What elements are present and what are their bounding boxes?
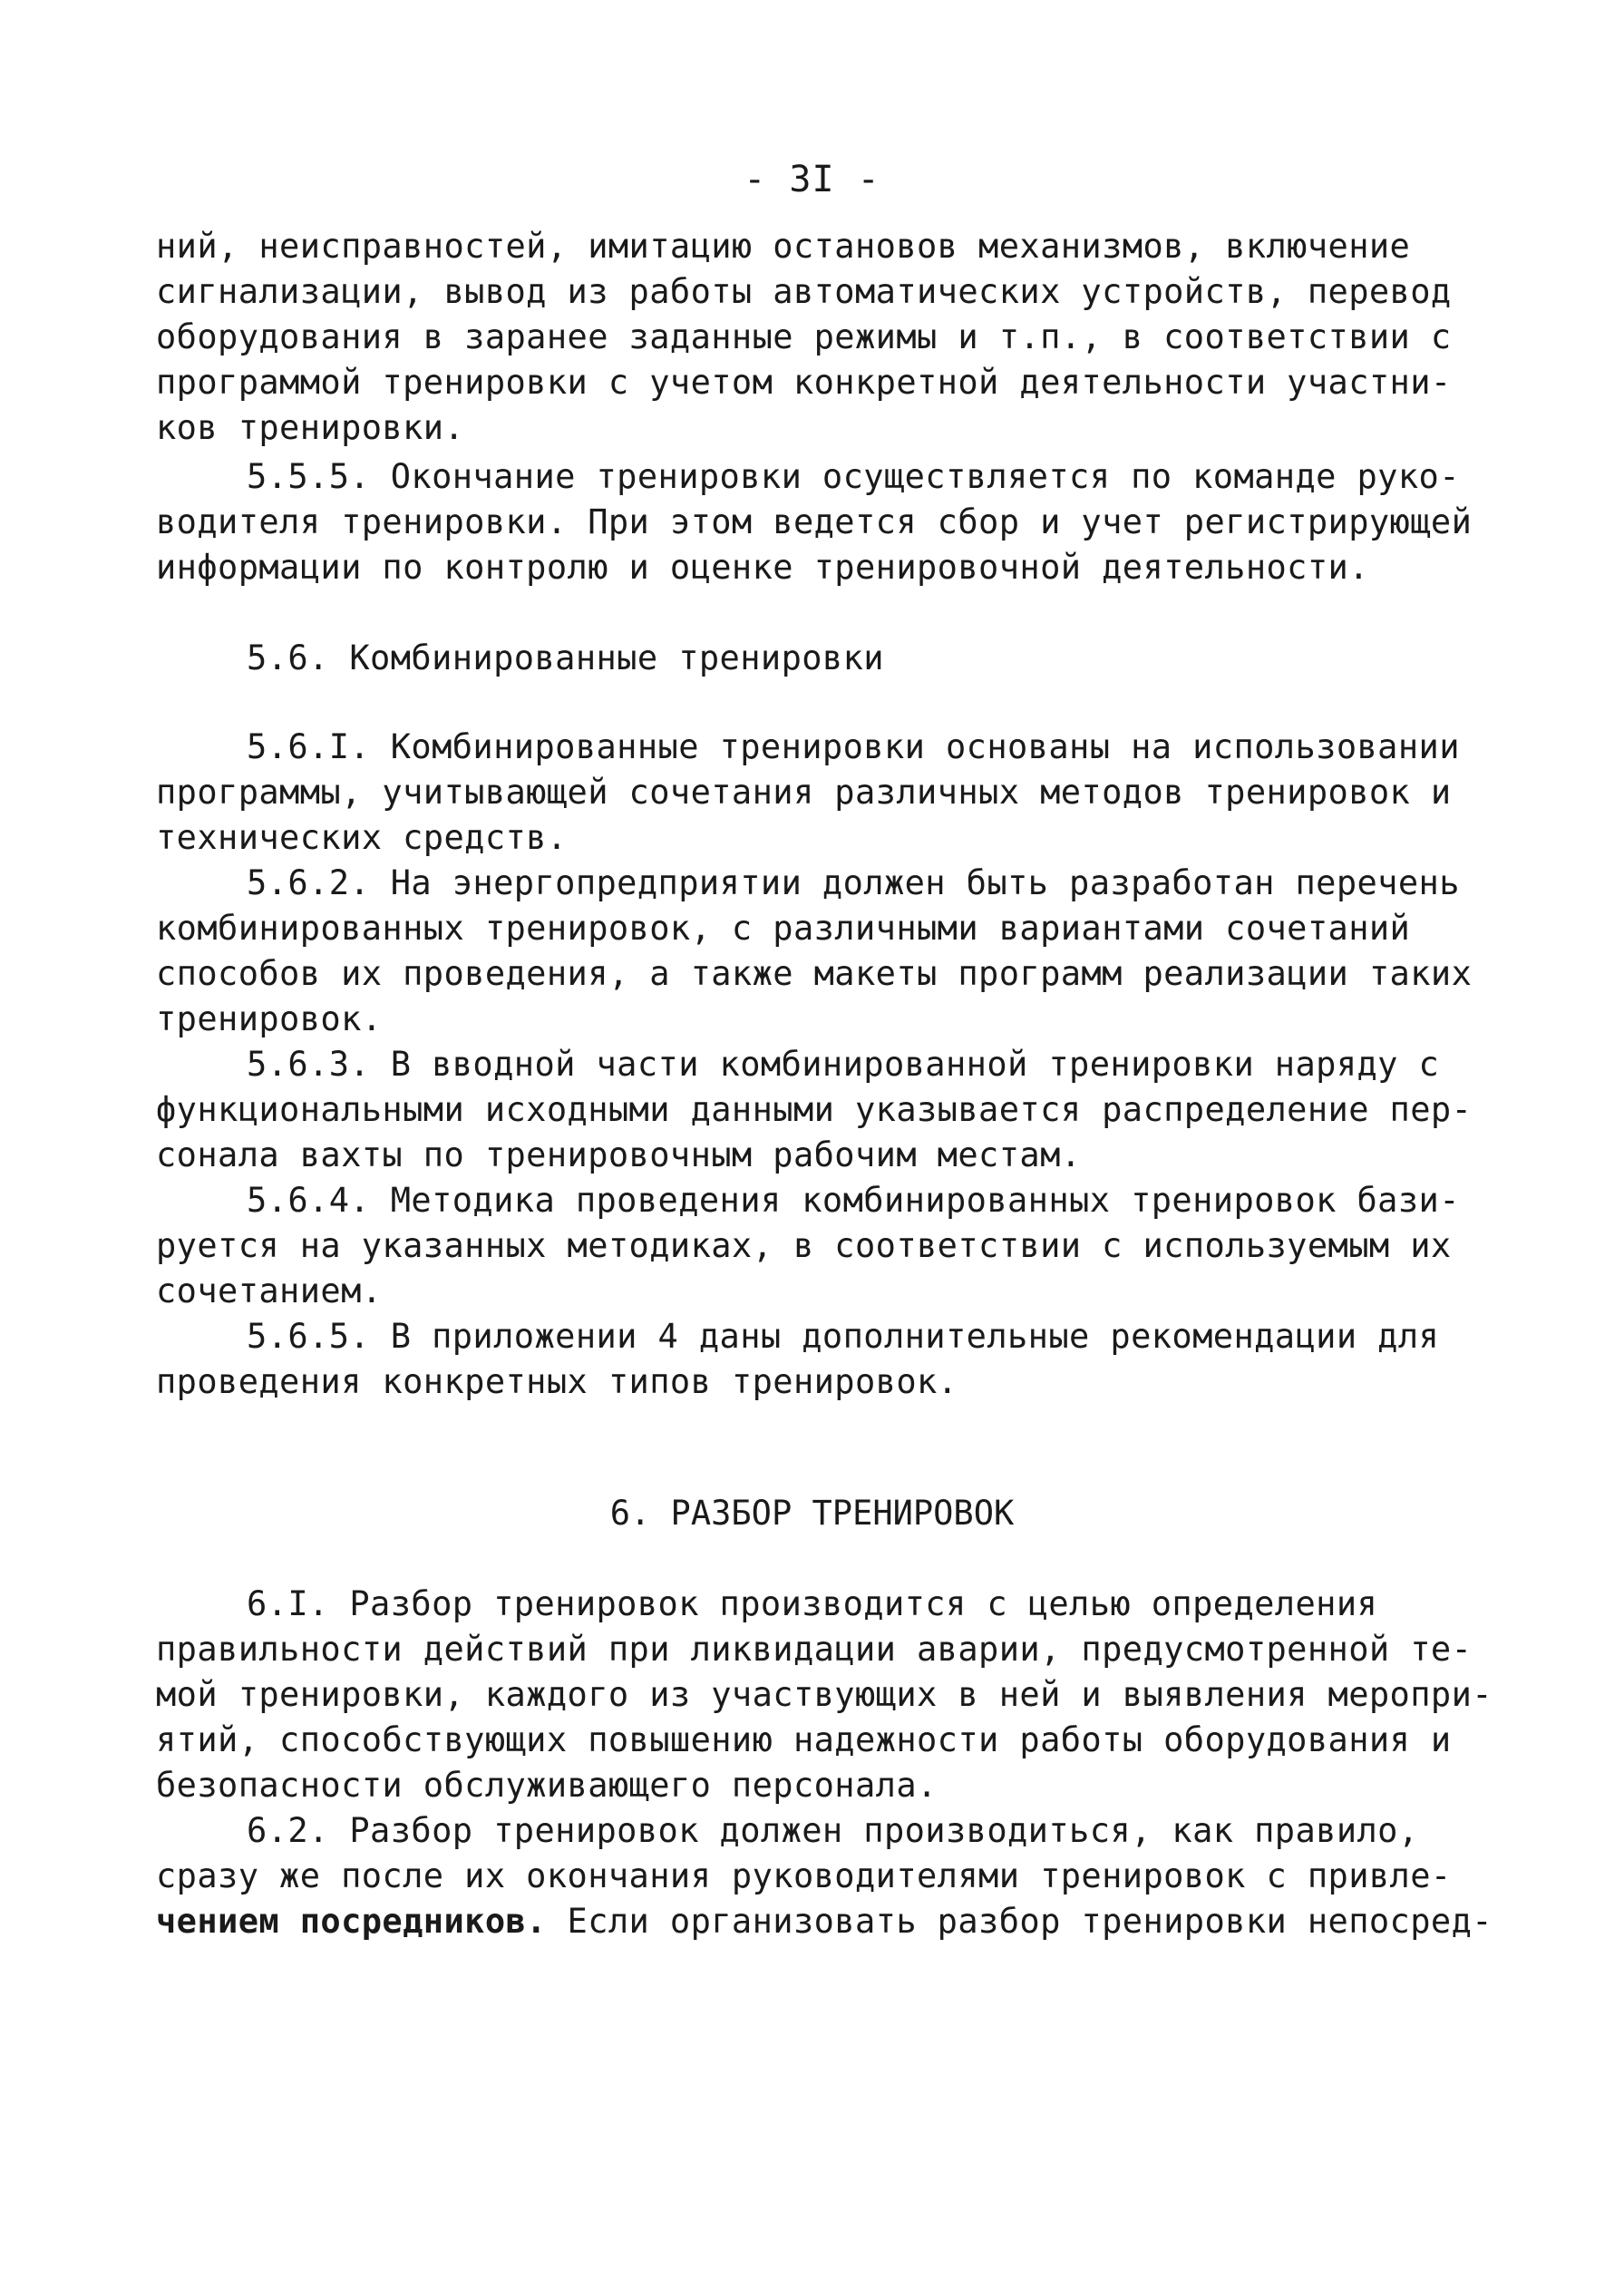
text-line: ятий, способствующих повышению надежности работы оборудования и [156,1720,1452,1759]
text-line: руется на указанных методиках, в соответствии с используемым их [156,1226,1452,1265]
text-line: способов их проведения, а также макеты программ реализации таких [156,954,1473,993]
paragraph-5-6-3: 5.6.3. В вводной части комбинированной тренировки наряду с [247,1045,1440,1084]
text-line: программы, учитывающей сочетания различных методов тренировок и [156,773,1452,812]
text-line: ков тренировки. [156,408,465,447]
text-line: проведения конкретных типов тренировок. [156,1362,958,1401]
section-heading-5-6: 5.6. Комбинированные тренировки [247,638,884,677]
text-line: сигнализации, вывод из работы автоматических устройств, перевод [156,272,1452,311]
bold-text: чением посредников. [156,1902,547,1941]
text-line: ний, неисправностей, имитацию остановов механизмов, включение [156,227,1411,266]
text-line: сочетанием. [156,1271,383,1310]
text-line: оборудования в заранее заданные режимы и т.п., в соответствии с [156,317,1452,356]
page-number: - 3I - [744,159,880,200]
paragraph-5-6-4: 5.6.4. Методика проведения комбинированных тренировок бази- [247,1181,1460,1220]
text-line: сонала вахты по тренировочным рабочим местам. [156,1135,1082,1174]
paragraph-5-6-5: 5.6.5. В приложении 4 даны дополнительные рекомендации для [247,1317,1440,1356]
text-line: мой тренировки, каждого из участвующих в ней и выявления меропри- [156,1675,1493,1714]
paragraph-5-6-2: 5.6.2. На энергопредприятии должен быть разработан перечень [247,863,1460,902]
text-fragment: Если организовать разбор тренировки непосред- [546,1902,1493,1941]
section-heading-6: 6. РАЗБОР ТРЕНИРОВОК [609,1494,1015,1533]
text-line: безопасности обслуживающего персонала. [156,1766,938,1805]
text-line: технических средств. [156,818,568,857]
text-line: комбинированных тренировок, с различными вариантами сочетаний [156,909,1411,948]
paragraph-6-2: 6.2. Разбор тренировок должен производиться, как правило, [247,1811,1419,1850]
text-line: правильности действий при ликвидации аварии, предусмотренной те- [156,1630,1473,1669]
paragraph-5-6-1: 5.6.I. Комбинированные тренировки основаны на использовании [247,727,1460,766]
text-line: программой тренировки с учетом конкретной деятельности участни- [156,363,1452,402]
text-line: тренировок. [156,999,383,1038]
text-line: функциональными исходными данными указывается распределение пер- [156,1090,1473,1129]
paragraph-6-1: 6.I. Разбор тренировок производится с целью определения [247,1584,1378,1623]
text-line: водителя тренировки. При этом ведется сбор и учет регистрирующей [156,502,1473,541]
text-line: сразу же после их окончания руководителями тренировок с привле- [156,1856,1452,1895]
text-line: информации по контролю и оценке тренировочной деятельности. [156,548,1369,587]
paragraph-5-5-5: 5.5.5. Окончание тренировки осуществляется по команде руко- [247,457,1460,496]
text-line [156,1900,1493,1943]
